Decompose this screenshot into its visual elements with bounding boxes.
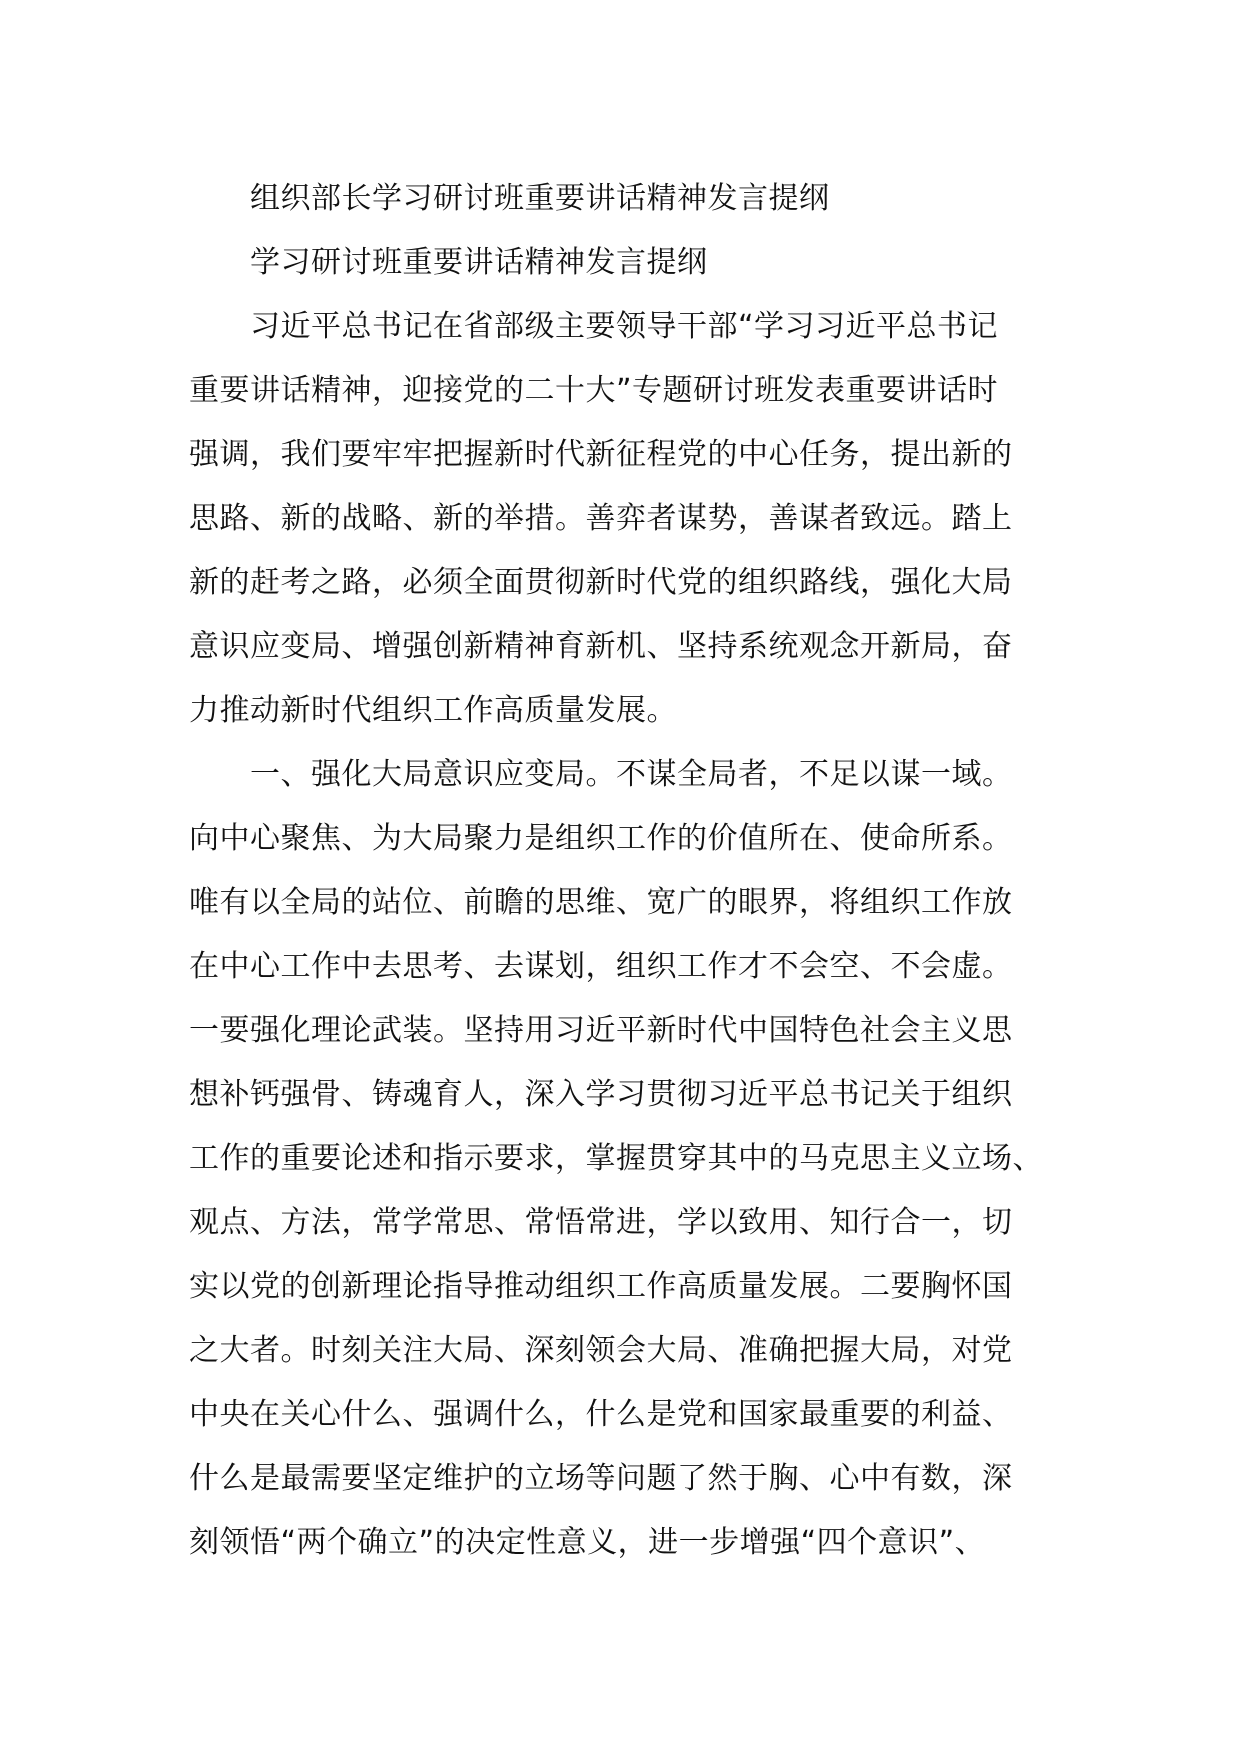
paragraph-line: 工作的重要论述和指示要求，掌握贯穿其中的马克思主义立场、 xyxy=(189,1141,1043,1176)
paragraph-line: 向中心聚焦、为大局聚力是组织工作的价值所在、使命所系。 xyxy=(189,821,1013,856)
paragraph-line: 强调，我们要牢牢把握新时代新征程党的中心任务，提出新的 xyxy=(189,437,1013,472)
paragraph-line: 想补钙强骨、铸魂育人，深入学习贯彻习近平总书记关于组织 xyxy=(189,1077,1013,1112)
paragraph-line: 实以党的创新理论指导推动组织工作高质量发展。二要胸怀国 xyxy=(189,1269,1013,1304)
paragraph-line: 什么是最需要坚定维护的立场等问题了然于胸、心中有数，深 xyxy=(189,1461,1013,1496)
paragraph-intro xyxy=(189,295,1057,743)
paragraph-line: 一要强化理论武装。坚持用习近平新时代中国特色社会主义思 xyxy=(189,1013,1013,1048)
paragraph-line: 之大者。时刻关注大局、深刻领会大局、准确把握大局，对党 xyxy=(189,1333,1013,1368)
paragraph-line: 意识应变局、增强创新精神育新机、坚持系统观念开新局，奋 xyxy=(189,629,1013,664)
paragraph-line: 力推动新时代组织工作高质量发展。 xyxy=(189,693,677,728)
document-title: 组织部长学习研讨班重要讲话精神发言提纲 xyxy=(250,181,830,216)
paragraph-line: 思路、新的战略、新的举措。善弈者谋势，善谋者致远。踏上 xyxy=(189,501,1013,536)
document-subtitle: 学习研讨班重要讲话精神发言提纲 xyxy=(250,245,708,280)
paragraph-line: 在中心工作中去思考、去谋划，组织工作才不会空、不会虚。 xyxy=(189,949,1013,984)
paragraph-line: 中央在关心什么、强调什么，什么是党和国家最重要的利益、 xyxy=(189,1397,1013,1432)
paragraph-section-one xyxy=(189,743,1057,1575)
paragraph-line: 观点、方法，常学常思、常悟常进，学以致用、知行合一，切 xyxy=(189,1205,1013,1240)
paragraph-line: 习近平总书记在省部级主要领导干部“学习习近平总书记 xyxy=(250,309,999,344)
paragraph-line: 一、强化大局意识应变局。不谋全局者，不足以谋一域。 xyxy=(250,757,1013,792)
paragraph-line: 刻领悟“两个确立”的决定性意义，进一步增强“四个意识”、 xyxy=(189,1525,986,1560)
paragraph-line: 重要讲话精神，迎接党的二十大”专题研讨班发表重要讲话时 xyxy=(189,373,999,408)
document-page xyxy=(189,167,1057,1575)
paragraph-line: 唯有以全局的站位、前瞻的思维、宽广的眼界，将组织工作放 xyxy=(189,885,1013,920)
paragraph-line: 新的赶考之路，必须全面贯彻新时代党的组织路线，强化大局 xyxy=(189,565,1013,600)
